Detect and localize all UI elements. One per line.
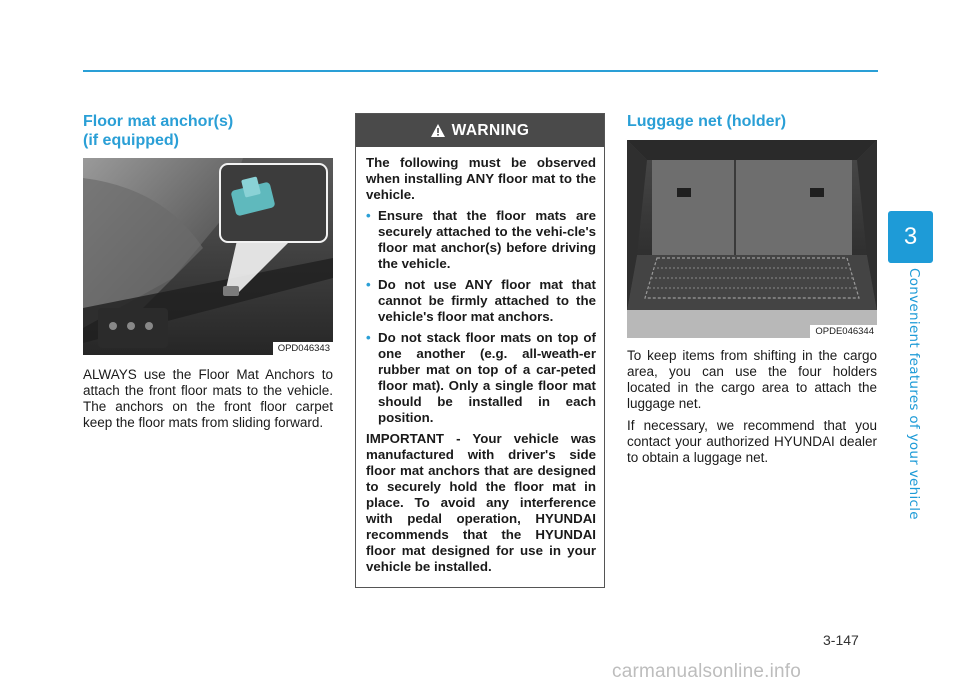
bullet-dot: • bbox=[366, 208, 371, 223]
floor-mat-anchor-illustration bbox=[83, 158, 333, 355]
bullet-dot: • bbox=[366, 330, 371, 345]
warning-body bbox=[356, 147, 604, 575]
luggage-net-photo bbox=[627, 140, 877, 338]
warning-bullet: • Ensure that the floor mats are securely attached to the vehi-cle's floor mat anchor(s) before driving the vehicle. bbox=[366, 208, 596, 271]
watermark: carmanualsonline.info bbox=[612, 661, 802, 682]
warning-box bbox=[355, 113, 605, 588]
heading-line-2: (if equipped) bbox=[83, 132, 179, 149]
image-code: OPDE046344 bbox=[810, 325, 877, 338]
floor-mat-anchor-section bbox=[83, 112, 333, 431]
chapter-tab bbox=[888, 211, 933, 263]
heading-line-1: Floor mat anchor(s) bbox=[83, 113, 234, 130]
warning-triangle-icon bbox=[431, 124, 445, 137]
luggage-paragraph-2: If necessary, we recommend that you contact your authorized HYUNDAI dealer to obtain a luggage net. bbox=[627, 418, 877, 465]
luggage-net-section bbox=[627, 112, 877, 466]
chapter-title: Convenient features of your vehicle bbox=[906, 268, 922, 520]
bullet-dot: • bbox=[366, 277, 371, 292]
warning-important: IMPORTANT - Your vehicle was manufactured with driver's side floor mat anchors that are designed to securely hold the floor mat in place. To avoid any interference with pedal operation, HYUNDAI recommends that the HYUNDAI floor mat designed for use in your vehicle be installed. bbox=[366, 431, 596, 574]
chapter-number: 3 bbox=[903, 223, 918, 250]
cargo-area-illustration bbox=[627, 140, 877, 338]
warning-bullet-list bbox=[366, 208, 596, 426]
section-heading bbox=[83, 112, 333, 150]
warning-bullet: • Do not use ANY floor mat that cannot be firmly attached to the vehicle's floor mat anchors. bbox=[366, 277, 596, 324]
floor-mat-paragraph: ALWAYS use the Floor Mat Anchors to attach the front floor mats to the vehicle. The anchors on the front floor carpet keep the floor mats from sliding forward. bbox=[83, 367, 333, 430]
floor-mat-anchor-photo bbox=[83, 158, 333, 355]
page-number: 3-147 bbox=[823, 632, 859, 648]
section-heading: Luggage net (holder) bbox=[627, 113, 787, 130]
luggage-paragraph-1: To keep items from shifting in the cargo area, you can use the four holders located in the cargo area to attach the luggage net. bbox=[627, 348, 877, 411]
warning-intro: The following must be observed when installing ANY floor mat to the vehicle. bbox=[366, 155, 596, 202]
top-rule bbox=[83, 70, 878, 72]
warning-header bbox=[356, 114, 604, 147]
image-code: OPD046343 bbox=[273, 342, 333, 355]
warning-title: WARNING bbox=[451, 121, 530, 139]
warning-bullet: • Do not stack floor mats on top of one another (e.g. all-weath-er rubber mat on top of a car-peted floor mat). Only a single floor mat should be installed in each position. bbox=[366, 330, 596, 425]
